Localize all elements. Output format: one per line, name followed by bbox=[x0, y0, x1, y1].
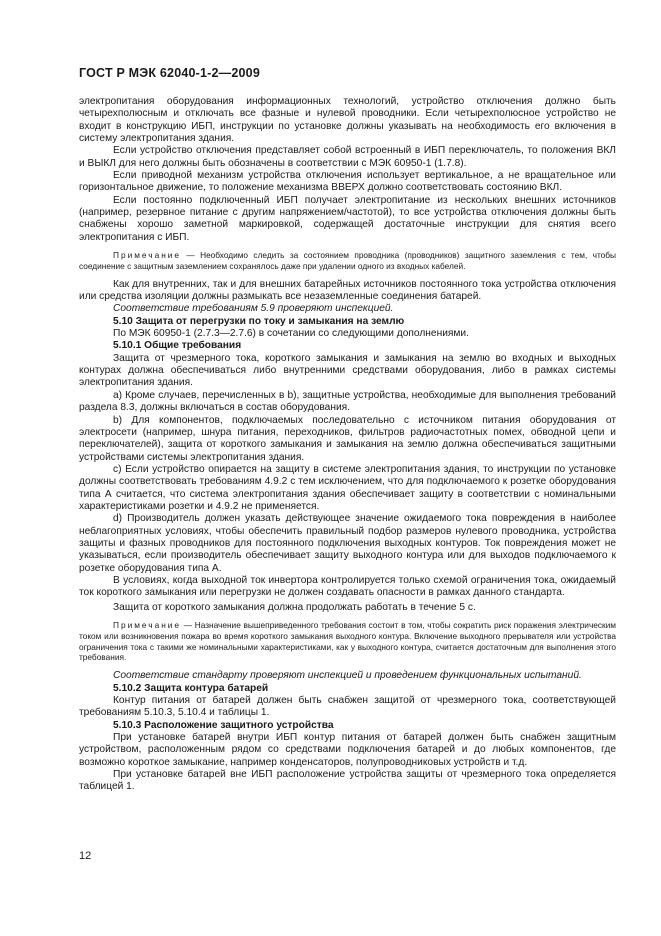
note bbox=[79, 250, 616, 272]
section-heading-5-10-1: 5.10.1 Общие требования bbox=[113, 340, 242, 352]
paragraph: По МЭК 60950-1 (2.7.3—2.7.6) в сочетании со следующими дополнениями. bbox=[113, 328, 469, 340]
list-item-d: d) Производитель должен указать действующее значение ожидаемого тока повреждения в наиболее неблагоприятных условиях, чтобы обеспечить правильный подбор размеров нулевого проводника, устройства защиты и фазных проводников для постоянного подключения выходных контуров. Ток повреждения может не указываться, если производитель обеспечивает защиту выходного контура или для выходов подключаемого к розетке оборудования типа А. bbox=[79, 513, 616, 574]
section-heading-5-10: 5.10 Защита от перегрузки по току и замыкания на землю bbox=[113, 315, 405, 327]
paragraph: Если устройство отключения представляет собой встроенный в ИБП переключатель, то положения ВКЛ и ВЫКЛ для него должны быть обозначены в соответствии с МЭК 60950-1 (1.7.8). bbox=[79, 145, 616, 169]
note-text: — Назначение вышеприведенного требования состоит в том, чтобы сократить риск поражения электрическим током или возникновения пожара во время короткого замыкания выходного контура. Включение выходного прерывателя или устройства ограничения тока с такими же номинальными характеристиками, как у выходного контура, считается достаточным для выполнения этого требования. bbox=[79, 620, 616, 663]
paragraph: Если приводной механизм устройства отключения использует вертикальное, а не вращательное или горизонтальное движение, то положение механизма ВВЕРХ должно соответствовать состоянию ВКЛ. bbox=[79, 170, 616, 194]
section-heading-5-10-2: 5.10.2 Защита контура батарей bbox=[113, 682, 269, 694]
section-heading-5-10-3: 5.10.3 Расположение защитного устройства bbox=[113, 719, 334, 731]
note-label: Примечание bbox=[113, 620, 182, 630]
document-header: ГОСТ Р МЭК 62040-1-2—2009 bbox=[79, 66, 260, 80]
paragraph: Контур питания от батарей должен быть снабжен защитой от чрезмерного тока, соответствующей требованиям 5.10.3, 5.10.4 и таблицы 1. bbox=[79, 694, 616, 719]
paragraph: При установке батарей внутри ИБП контур питания от батарей должен быть снабжен защитным устройством, расположенным рядом со средствами подключения батарей и до любых компонентов, где возможно короткое замыкание, например конденсаторов, полупроводниковых устройств и т.д. bbox=[79, 731, 616, 768]
compliance-statement: Соответствие стандарту проверяют инспекцией и проведением функциональных испытаний. bbox=[113, 670, 582, 682]
note-text: — Необходимо следить за состоянием проводника (проводников) защитного заземления с тем, чтобы соединение с защитным заземлением сохранялось даже при удалении одного из входных кабелей. bbox=[79, 250, 616, 271]
paragraph: Если постоянно подключенный ИБП получает электропитание из нескольких внешних источников (например, резервное питание с другим напряжением/частотой), то все устройства отключения должны быть снабжены хорошо заметной маркировкой, содержащей достаточные инструкции для снятия всего электропитания с ИБП. bbox=[79, 194, 616, 243]
paragraph: В условиях, когда выходной ток инвертора контролируется только схемой ограничения тока, ожидаемый ток короткого замыкания или перегрузки не должен создавать опасности в рамках данного стандарта. bbox=[79, 574, 616, 599]
paragraph: При установке батарей вне ИБП расположение устройства защиты от чрезмерного тока определяется таблицей 1. bbox=[79, 768, 616, 793]
list-item-a: а) Кроме случаев, перечисленных в b), защитные устройства, необходимые для выполнения требований раздела 8.3, должны включаться в состав оборудования. bbox=[79, 389, 616, 414]
page-number: 12 bbox=[79, 850, 92, 862]
compliance-statement: Соответствие требованиям 5.9 проверяют инспекцией. bbox=[113, 303, 394, 315]
paragraph: электропитания оборудования информационных технологий, устройство отключения должно быть четырехполюсным и отключать все фазные и нулевой проводники. Если четырехполюсное устройство не входит в конструкцию ИБП, инструкции по установке должны указывать на необходимость его включения в систему электропитания здания. bbox=[79, 96, 616, 145]
paragraph: Как для внутренних, так и для внешних батарейных источников постоянного тока устройства отключения или средства изоляции должны размыкать все незаземленные соединения батарей. bbox=[79, 278, 616, 303]
note-label: Примечание bbox=[113, 250, 182, 261]
paragraph: Защита от чрезмерного тока, короткого замыкания и замыкания на землю во входных и выходных контурах должна обеспечиваться либо внутренними средствами оборудования, либо в рамках системы электропитания здания. bbox=[79, 352, 616, 389]
note bbox=[79, 620, 616, 663]
document-body bbox=[79, 96, 616, 794]
list-item-b: b) Для компонентов, подключаемых последовательно с источником питания оборудования от электросети (например, шнура питания, переходников, фильтров радиочастотных помех, обводной цепи и переключателей), защита от короткого замыкания и замыкания на землю должна обеспечиваться защитными устройствами системы электропитания здания. bbox=[79, 414, 616, 463]
paragraph: Защита от короткого замыкания должна продолжать работать в течение 5 с. bbox=[113, 601, 476, 613]
list-item-c: с) Если устройство опирается на защиту в системе электропитания здания, то инструкции по установке должны соответствовать требованиям 4.9.2 с тем исключением, что для подключаемого к розетке оборудования типа А считается, что система электропитания здания обеспечивает защиту в соответствии с номинальными характеристиками розетки и 4.9.2 не применяется. bbox=[79, 463, 616, 512]
